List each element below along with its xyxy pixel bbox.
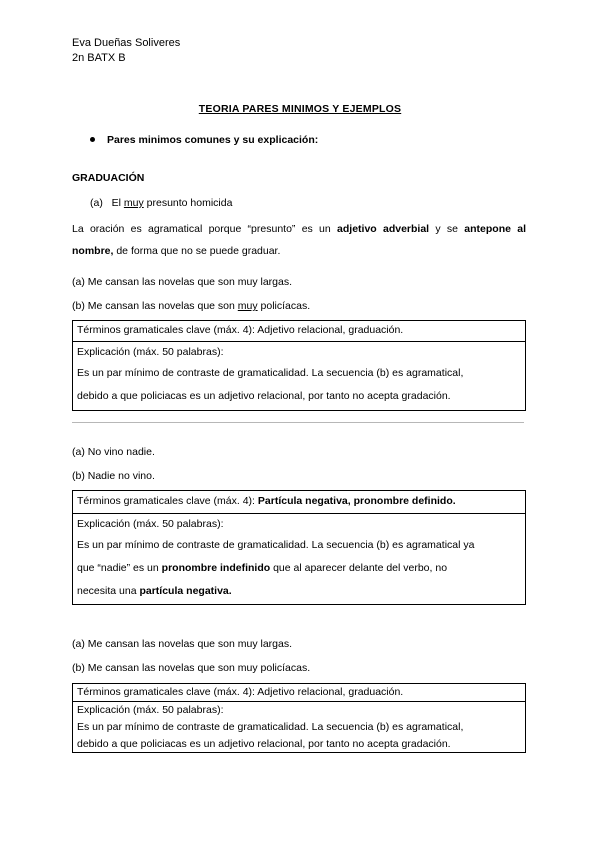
pair1-sentence-a: (a) Me cansan las novelas que son muy largas.: [72, 276, 293, 288]
pair2-expl-label: Explicación (máx. 50 palabras):: [77, 518, 224, 530]
pair3-expl-line1: Es un par mínimo de contraste de gramaticalidad. La secuencia (b) es agramatical,: [77, 721, 464, 733]
pair1-box: [72, 320, 526, 411]
pair1-expl-label: Explicación (máx. 50 palabras):: [77, 346, 224, 358]
author-name: Eva Dueñas Soliveres: [72, 37, 181, 49]
pair3-terms: Términos gramaticales clave (máx. 4): Adjetivo relacional, graduación.: [73, 684, 525, 702]
bullet-dot-icon: [90, 137, 95, 142]
pair2-l3-pre: necesita una: [77, 585, 137, 597]
pair2-terms-value: Partícula negativa, pronombre definido.: [257, 495, 456, 507]
pair3-sentence-b: (b) Me cansan las novelas que son muy policíacas.: [72, 662, 311, 674]
pair3-sentence-a: (a) Me cansan las novelas que son muy largas.: [72, 638, 293, 650]
pair2-terms: [73, 491, 525, 514]
pair1-expl-line1: Es un par mínimo de contraste de gramaticalidad. La secuencia (b) es agramatical,: [77, 367, 464, 379]
expl-text-3: de forma que no se puede graduar.: [116, 245, 281, 257]
pair2-l2-bold: pronombre indefinido: [161, 562, 271, 574]
class-group: 2n BATX B: [72, 52, 126, 64]
pair2-terms-label: Términos gramaticales clave (máx. 4):: [77, 495, 255, 507]
section-heading: GRADUACIÓN: [72, 172, 145, 184]
pair1-explanation: [73, 342, 525, 408]
page-title: [0, 103, 600, 115]
example-underlined: muy: [123, 197, 144, 209]
pair2-sentence-a: (a) No vino nadie.: [72, 446, 155, 458]
pair2-l2-post: que al aparecer delante del verbo, no: [273, 562, 448, 574]
pair2-sentence-b: (b) Nadie no vino.: [72, 470, 155, 482]
divider: [72, 422, 524, 423]
example-label: (a): [90, 197, 103, 209]
pair2-expl-line3: [77, 580, 521, 603]
pair1-sentence-b: [72, 295, 310, 317]
pair1-b-post: policíacas.: [260, 300, 311, 312]
example-pre: El: [111, 197, 121, 209]
pair3-box: [72, 683, 526, 753]
bullet-item: [90, 134, 318, 146]
page-title-text: TEORIA PARES MINIMOS Y EJEMPLOS: [198, 103, 402, 115]
pair1-b-pre: (b) Me cansan las novelas que son: [72, 300, 235, 312]
pair2-box: [72, 490, 526, 605]
pair2-expl-line1: Es un par mínimo de contraste de gramaticalidad. La secuencia (b) es agramatical ya: [77, 539, 475, 551]
bullet-text: Pares minimos comunes y su explicación:: [107, 134, 319, 146]
pair3-expl-line2: debido a que policiacas es un adjetivo relacional, por tanto no acepta gradación.: [77, 738, 451, 750]
pair2-expl-line2: [77, 557, 521, 580]
pair2-l3-bold: partícula negativa.: [139, 585, 232, 597]
pair1-terms: Términos gramaticales clave (máx. 4): Adjetivo relacional, graduación.: [73, 321, 525, 342]
expl-text-1: La oración es agramatical porque “presunto” es un: [72, 223, 331, 235]
expl-text-2: y se: [435, 223, 458, 235]
expl-bold-1: adjetivo adverbial: [337, 223, 430, 235]
pair3-explanation: [73, 702, 525, 753]
pair2-explanation: [73, 514, 525, 603]
expl-bold-2: antepone al nombre,: [72, 223, 526, 257]
pair1-b-underlined: muy: [237, 300, 258, 312]
pair1-expl-line2: debido a que policiacas es un adjetivo relacional, por tanto no acepta gradación.: [77, 390, 451, 402]
pair2-l2-pre: que “nadie” es un: [77, 562, 159, 574]
section-explanation: [72, 218, 526, 262]
example-post: presunto homicida: [146, 197, 233, 209]
example-sentence: [90, 192, 232, 214]
pair3-expl-label: Explicación (máx. 50 palabras):: [77, 704, 224, 716]
